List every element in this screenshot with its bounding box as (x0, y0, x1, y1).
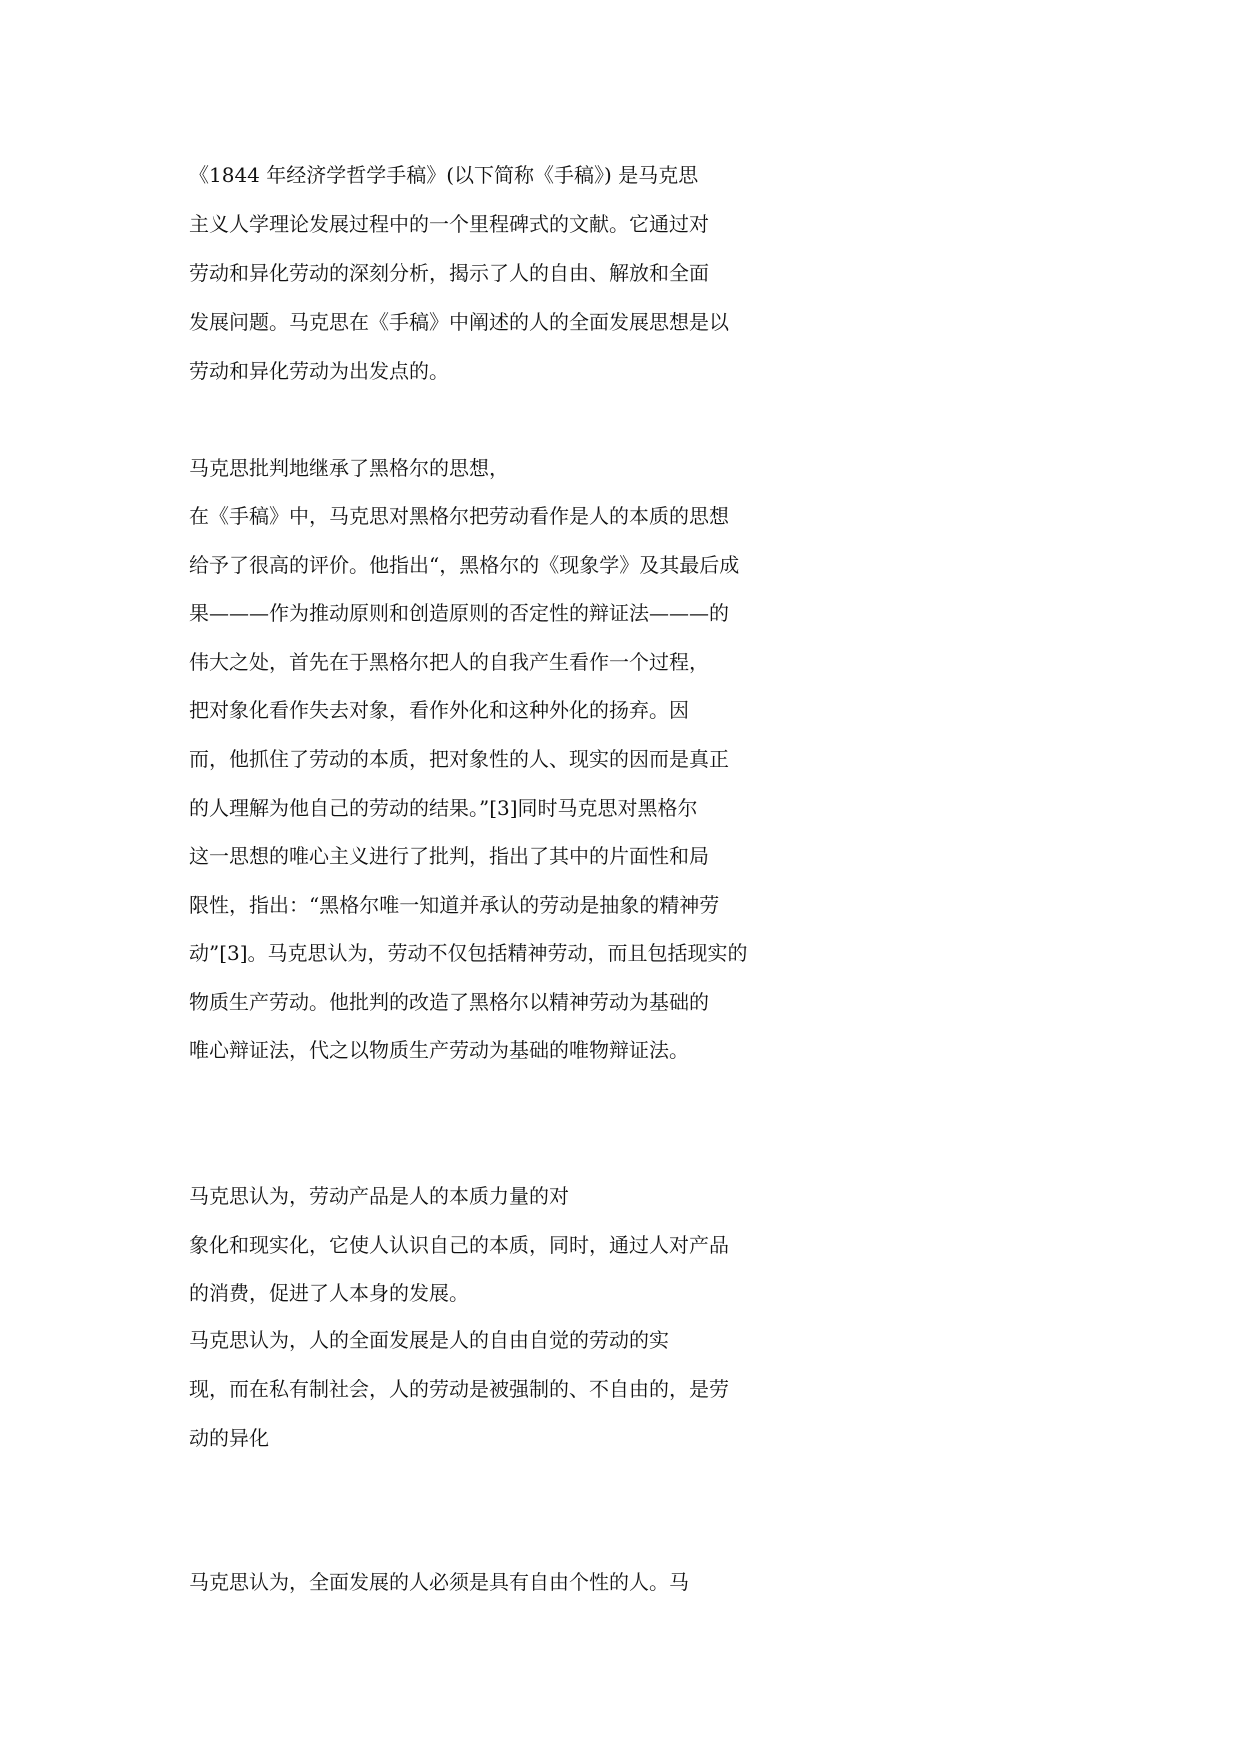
text-line: 现，而在私有制社会，人的劳动是被强制的、不自由的，是劳 (189, 1377, 729, 1401)
text-line: 马克思认为，劳动产品是人的本质力量的对 (189, 1184, 569, 1208)
text-line: 给予了很高的评价。他指出“，黑格尔的《现象学》及其最后成 (189, 553, 740, 577)
text-line: 果———作为推动原则和创造原则的否定性的辩证法———的 (189, 601, 729, 625)
text-line: 动的异化 (189, 1426, 269, 1450)
text-line: 唯心辩证法，代之以物质生产劳动为基础的唯物辩证法。 (189, 1038, 689, 1062)
text-line: 在《手稿》中，马克思对黑格尔把劳动看作是人的本质的思想 (189, 504, 729, 528)
text-line: 劳动和异化劳动的深刻分析，揭示了人的自由、解放和全面 (189, 261, 709, 285)
text-line: 马克思认为，人的全面发展是人的自由自觉的劳动的实 (189, 1328, 669, 1352)
text-line: 动”[3]。马克思认为，劳动不仅包括精神劳动，而且包括现实的 (189, 941, 748, 965)
text-line: 把对象化看作失去对象，看作外化和这种外化的扬弃。因 (189, 698, 689, 722)
text-line: 发展问题。马克思在《手稿》中阐述的人的全面发展思想是以 (189, 310, 729, 334)
text-line: 的人理解为他自己的劳动的结果。”[3]同时马克思对黑格尔 (189, 796, 698, 820)
text-line: 主义人学理论发展过程中的一个里程碑式的文献。它通过对 (189, 212, 709, 236)
text-line: 伟大之处，首先在于黑格尔把人的自我产生看作一个过程， (189, 650, 709, 674)
text-line: 马克思批判地继承了黑格尔的思想， (189, 456, 509, 480)
text-line: 《1844 年经济学哲学手稿》(以下简称《手稿》) 是马克思 (189, 163, 699, 187)
text-line: 马克思认为，全面发展的人必须是具有自由个性的人。马 (189, 1570, 689, 1594)
text-line: 劳动和异化劳动为出发点的。 (189, 359, 449, 383)
text-line: 物质生产劳动。他批判的改造了黑格尔以精神劳动为基础的 (189, 990, 709, 1014)
text-line: 象化和现实化，它使人认识自己的本质，同时，通过人对产品 (189, 1233, 729, 1257)
text-line: 而，他抓住了劳动的本质，把对象性的人、现实的因而是真正 (189, 747, 729, 771)
text-line: 这一思想的唯心主义进行了批判，指出了其中的片面性和局 (189, 844, 709, 868)
text-line: 限性，指出：“黑格尔唯一知道并承认的劳动是抽象的精神劳 (189, 893, 720, 917)
text-line: 的消费，促进了人本身的发展。 (189, 1281, 469, 1305)
